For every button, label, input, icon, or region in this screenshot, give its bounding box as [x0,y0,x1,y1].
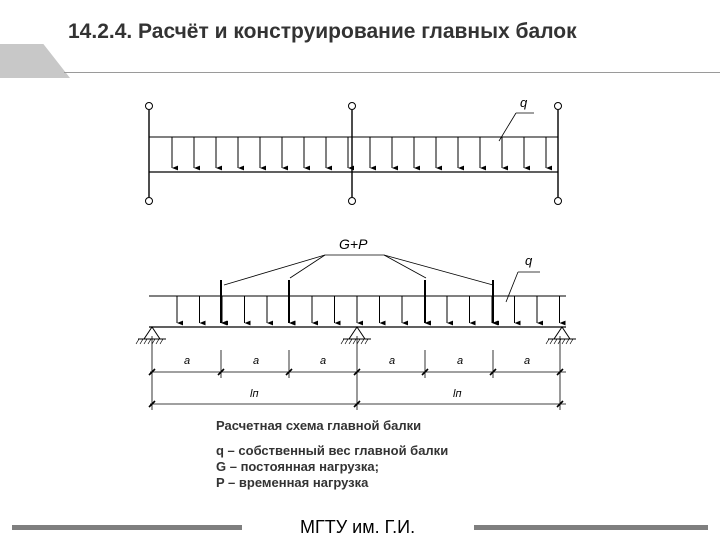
span-label: a [184,355,191,367]
uniform-load-arrows [172,137,546,168]
support-posts [146,103,562,205]
ground-hatch [570,339,573,344]
pin-supports [136,327,576,344]
footer-bar-left [12,525,242,530]
ground-hatch [558,339,561,344]
g-plus-p-label: G+P [339,236,368,252]
dimension-lines [150,336,566,410]
length-labels [250,388,462,400]
continuous-beam-diagram [146,95,562,205]
footer-institution: МГТУ им. Г.И. [300,517,416,537]
g-plus-p-leaders [224,255,493,285]
ground-hatch [345,339,348,344]
length-label: lп [250,388,259,400]
ground-hatch [353,339,356,344]
ground-hatch [562,339,565,344]
span-label: a [524,355,531,367]
ground-hatch [566,339,569,344]
ground-hatch [546,339,549,344]
pin-circle [146,103,153,110]
uniform-load-arrows [177,296,560,323]
length-label: lп [453,388,462,400]
q-label: q [520,95,528,110]
legend-line-q: q – собственный вес главной балки [216,443,449,458]
span-label: a [320,355,327,367]
ground-hatch [341,339,344,344]
caption-heading: Расчетная схема главной балки [216,418,422,433]
span-label: a [253,355,260,367]
ground-hatch [550,339,553,344]
q-label: q [525,253,533,268]
ground-hatch [160,339,163,344]
diagram-caption [216,418,448,491]
support-triangle [554,327,570,339]
span-label: a [457,355,464,367]
ground-hatch [357,339,360,344]
two-span-beam-diagram [136,236,576,410]
ground-hatch [156,339,159,344]
ground-hatch [361,339,364,344]
ground-hatch [152,339,155,344]
pin-circle [349,103,356,110]
pin-circle [349,198,356,205]
pin-circle [555,198,562,205]
ground-hatch [144,339,147,344]
ground-hatch [365,339,368,344]
ground-hatch [140,339,143,344]
legend-line-p: P – временная нагрузка [216,475,369,490]
pin-circle [555,103,562,110]
footer-bar-right [474,525,708,530]
legend-line-g: G – постоянная нагрузка; [216,459,379,474]
q-leader-line [506,272,518,302]
span-label: a [389,355,396,367]
ground-hatch [148,339,151,344]
page-title: 14.2.4. Расчёт и конструирование главных балок [68,20,577,43]
ground-hatch [349,339,352,344]
dimension-ticks [149,369,563,407]
pin-circle [146,198,153,205]
ground-hatch [136,339,139,344]
ground-hatch [554,339,557,344]
